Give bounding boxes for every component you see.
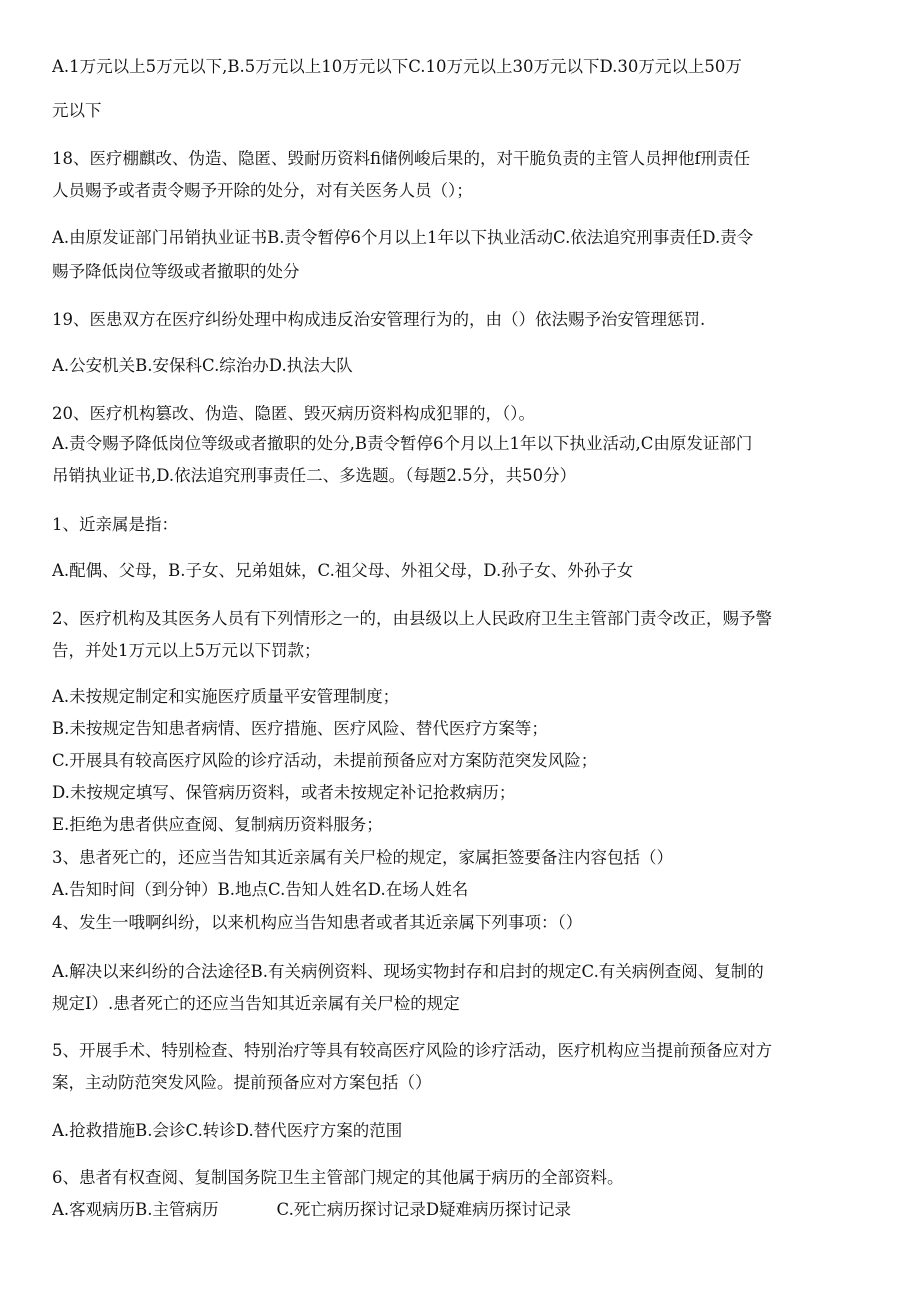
text-line	[52, 1200, 872, 1220]
text-line: A.1万元以上5万元以下,B.5万元以上10万元以下C.10万元以上30万元以下D.30万元以上50万	[52, 57, 742, 76]
text-line: A.责令赐予降低岗位等级或者撤职的处分,B责令暂停6个月以上1年以下执业活动,C由原发证部门	[52, 434, 753, 453]
text-line: 2、医疗机构及其医务人员有下列情形之一的，由县级以上人民政府卫生主管部门责令改正，赐予警	[52, 609, 772, 628]
text-line: 5、开展手术、特别检查、特别治疗等具有较高医疗风险的诊疗活动，医疗机构应当提前预备应对方	[52, 1041, 772, 1060]
option-right: C.死亡病历探讨记录D疑难病历探讨记录	[276, 1200, 572, 1219]
text-line: 20、医疗机构篡改、伪造、隐匿、毁灭病历资料构成犯罪的，（）。	[52, 404, 535, 423]
text-line: 吊销执业证书,D.依法追究刑事责任二、多选题。（每题2.5分，共50分）	[52, 466, 577, 485]
text-line: 规定I）.患者死亡的还应当告知其近亲属有关尸检的规定	[52, 994, 460, 1013]
text-line: A.配偶、父母，B.子女、兄弟姐妹，C.祖父母、外祖父母，D.孙子女、外孙子女	[52, 561, 634, 580]
text-line: 赐予降低岗位等级或者撤职的处分	[52, 262, 300, 281]
text-line: C.开展具有较高医疗风险的诊疗活动，未提前预备应对方案防范突发风险；	[52, 751, 598, 770]
text-line: 4、发生一哦啊纠纷，以来机构应当告知患者或者其近亲属下列事项：（）	[52, 913, 583, 932]
text-line: A.未按规定制定和实施医疗质量平安管理制度；	[52, 687, 400, 706]
text-line: A.由原发证部门吊销执业证书B.责令暂停6个月以上1年以下执业活动C.依法追究刑事责任D.责令	[52, 228, 754, 247]
option-left: A.客观病历B.主管病历	[52, 1200, 219, 1219]
text-line: E.拒绝为患者供应查阅、复制病历资料服务；	[52, 815, 383, 834]
text-line: 元以下	[52, 101, 102, 120]
text-line: A.告知时间（到分钟）B.地点C.告知人姓名D.在场人姓名	[52, 880, 469, 899]
text-line: 告，并处1万元以上5万元以下罚款；	[52, 641, 321, 660]
text-line: 3、患者死亡的，还应当告知其近亲属有关尸检的规定，家属拒签要备注内容包括（）	[52, 848, 673, 867]
text-line: A.公安机关B.安保科C.综治办D.执法大队	[52, 356, 353, 375]
text-line: 人员赐予或者责令赐予开除的处分，对有关医务人员（）；	[52, 181, 473, 200]
text-line: D.未按规定填写、保管病历资料，或者未按规定补记抢救病历；	[52, 783, 516, 802]
text-line: 案，主动防范突发风险。提前预备应对方案包括（）	[52, 1073, 432, 1092]
text-line: 19、医患双方在医疗纠纷处理中构成违反治安管理行为的，由（）依法赐予治安管理惩罚.	[52, 310, 706, 329]
text-line: A.抢救措施B.会诊C.转诊D.替代医疗方案的范围	[52, 1121, 403, 1140]
text-line: 18、医疗棚麒改、伪造、隐匿、毁耐历资料fi储例峻后果的，对干脆负责的主管人员押他f刑责任	[52, 149, 751, 168]
text-line: 6、患者有权查阅、复制国务院卫生主管部门规定的其他属于病历的全部资料。	[52, 1168, 624, 1187]
text-line: A.解决以来纠纷的合法途径B.有关病例资料、现场实物封存和启封的规定C.有关病例查阅、复制的	[52, 962, 764, 981]
text-line: 1、近亲属是指：	[52, 515, 178, 534]
text-line: B.未按规定告知患者病情、医疗措施、医疗风险、替代医疗方案等；	[52, 719, 548, 738]
